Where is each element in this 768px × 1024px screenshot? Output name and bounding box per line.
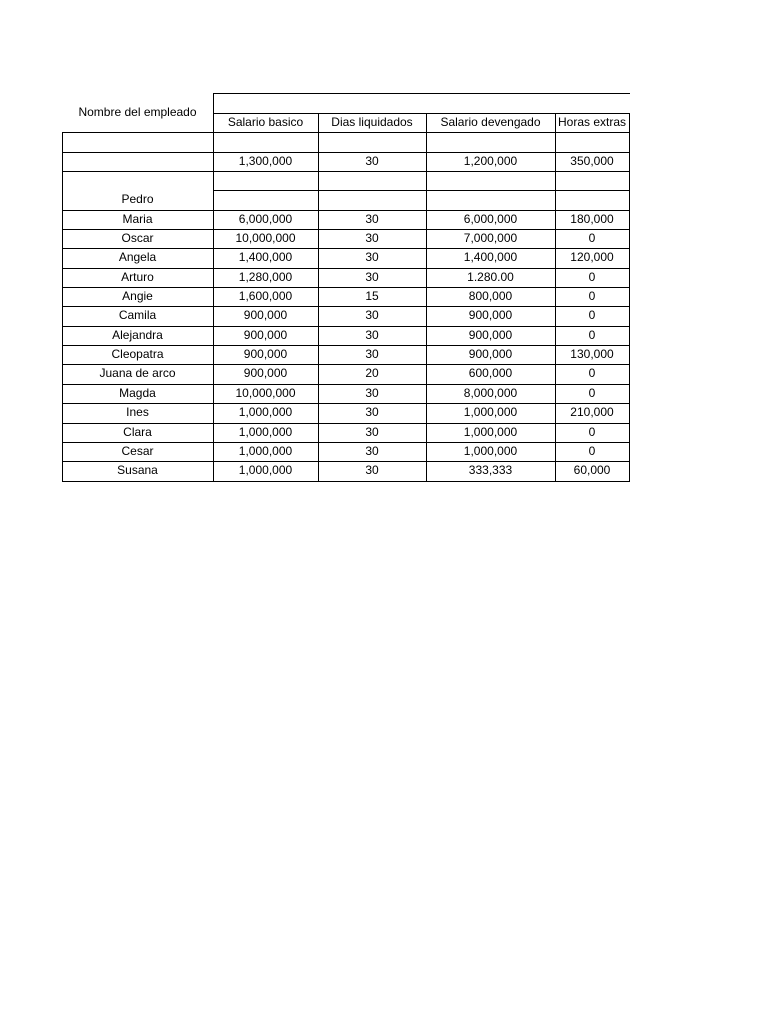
dias-liquidados-cell: 20 <box>365 366 379 380</box>
employee-name-cell: Alejandra <box>112 328 163 342</box>
salario-basico-cell: 1,000,000 <box>238 405 293 419</box>
employee-name-cell: Angie <box>122 289 153 303</box>
horas-extras-cell: 210,000 <box>570 405 614 419</box>
dias-liquidados-cell: 30 <box>365 444 379 458</box>
horas-extras-cell: 0 <box>588 366 596 380</box>
salario-devengado-cell: 1.280.00 <box>467 270 514 284</box>
dias-liquidados-cell: 30 <box>365 250 379 264</box>
salario-devengado-cell: 1,000,000 <box>463 444 518 458</box>
grid-line <box>62 481 630 482</box>
salario-devengado-cell: 900,000 <box>468 328 513 342</box>
horas-extras-cell: 130,000 <box>570 347 614 361</box>
salario-basico-cell: 1,000,000 <box>238 425 293 439</box>
horas-extras-cell: 120,000 <box>570 250 614 264</box>
grid-line <box>629 113 630 482</box>
employee-name-cell: Magda <box>119 386 156 400</box>
dias-liquidados-cell: 30 <box>365 328 379 342</box>
summary-cell: 1,200,000 <box>463 154 518 168</box>
salario-basico-cell: 1,400,000 <box>238 250 293 264</box>
horas-extras-cell: 0 <box>588 289 596 303</box>
horas-extras-cell: 60,000 <box>573 463 611 477</box>
salario-basico-cell: 1,280,000 <box>238 270 293 284</box>
column-header: Dias liquidados <box>331 115 413 129</box>
column-header: Horas extras <box>557 115 627 129</box>
dias-liquidados-cell: 30 <box>365 270 379 284</box>
employee-name-cell: Juana de arco <box>99 366 176 380</box>
summary-cell: 1,300,000 <box>238 154 293 168</box>
employee-name-cell: Angela <box>118 250 157 264</box>
salario-devengado-cell: 8,000,000 <box>463 386 518 400</box>
horas-extras-cell: 180,000 <box>570 212 614 226</box>
dias-liquidados-cell: 15 <box>365 289 379 303</box>
dias-liquidados-cell: 30 <box>365 231 379 245</box>
horas-extras-cell: 0 <box>588 425 596 439</box>
salario-devengado-cell: 333,333 <box>468 463 513 477</box>
column-header: Salario basico <box>227 115 304 129</box>
salario-devengado-cell: 900,000 <box>468 347 513 361</box>
salario-basico-cell: 900,000 <box>243 347 288 361</box>
employee-name-cell: Oscar <box>121 231 154 245</box>
employee-name-cell: Pedro <box>121 192 154 206</box>
dias-liquidados-cell: 30 <box>365 212 379 226</box>
employee-name-cell: Camila <box>118 308 157 322</box>
salario-devengado-cell: 1,000,000 <box>463 405 518 419</box>
horas-extras-cell: 0 <box>588 444 596 458</box>
salario-basico-cell: 900,000 <box>243 328 288 342</box>
horas-extras-cell: 0 <box>588 386 596 400</box>
salario-basico-cell: 6,000,000 <box>238 212 293 226</box>
salario-devengado-cell: 900,000 <box>468 308 513 322</box>
salario-basico-cell: 1,000,000 <box>238 463 293 477</box>
horas-extras-cell: 0 <box>588 231 596 245</box>
dias-liquidados-cell: 30 <box>365 386 379 400</box>
employee-name-cell: Ines <box>126 405 149 419</box>
salario-devengado-cell: 1,400,000 <box>463 250 518 264</box>
salario-devengado-cell: 1,000,000 <box>463 425 518 439</box>
employee-name-cell: Susana <box>117 463 158 477</box>
dias-liquidados-cell: 30 <box>365 463 379 477</box>
dias-liquidados-cell: 30 <box>365 308 379 322</box>
dias-liquidados-cell: 30 <box>365 405 379 419</box>
horas-extras-cell: 0 <box>588 308 596 322</box>
horas-extras-cell: 0 <box>588 328 596 342</box>
salario-devengado-cell: 600,000 <box>468 366 513 380</box>
grid-line <box>213 190 630 191</box>
employee-name-cell: Clara <box>123 425 152 439</box>
employee-name-cell: Cleopatra <box>111 347 164 361</box>
salario-basico-cell: 10,000,000 <box>235 386 296 400</box>
salario-basico-cell: 900,000 <box>243 308 288 322</box>
summary-cell: 30 <box>365 154 379 168</box>
dias-liquidados-cell: 30 <box>365 347 379 361</box>
grid-line <box>213 93 630 94</box>
grid-line <box>62 171 630 172</box>
employee-name-header: Nombre del empleado <box>78 105 197 119</box>
summary-cell: 350,000 <box>570 154 614 168</box>
salario-devengado-cell: 7,000,000 <box>463 231 518 245</box>
salario-devengado-cell: 6,000,000 <box>463 212 518 226</box>
salario-devengado-cell: 800,000 <box>468 289 513 303</box>
column-header: Salario devengado <box>440 115 541 129</box>
employee-name-cell: Arturo <box>121 270 154 284</box>
grid-line <box>62 132 630 133</box>
dias-liquidados-cell: 30 <box>365 425 379 439</box>
salario-basico-cell: 10,000,000 <box>235 231 296 245</box>
employee-name-cell: Cesar <box>121 444 154 458</box>
salario-basico-cell: 900,000 <box>243 366 288 380</box>
employee-name-cell: Maria <box>122 212 153 226</box>
horas-extras-cell: 0 <box>588 270 596 284</box>
salario-basico-cell: 1,000,000 <box>238 444 293 458</box>
salario-basico-cell: 1,600,000 <box>238 289 293 303</box>
